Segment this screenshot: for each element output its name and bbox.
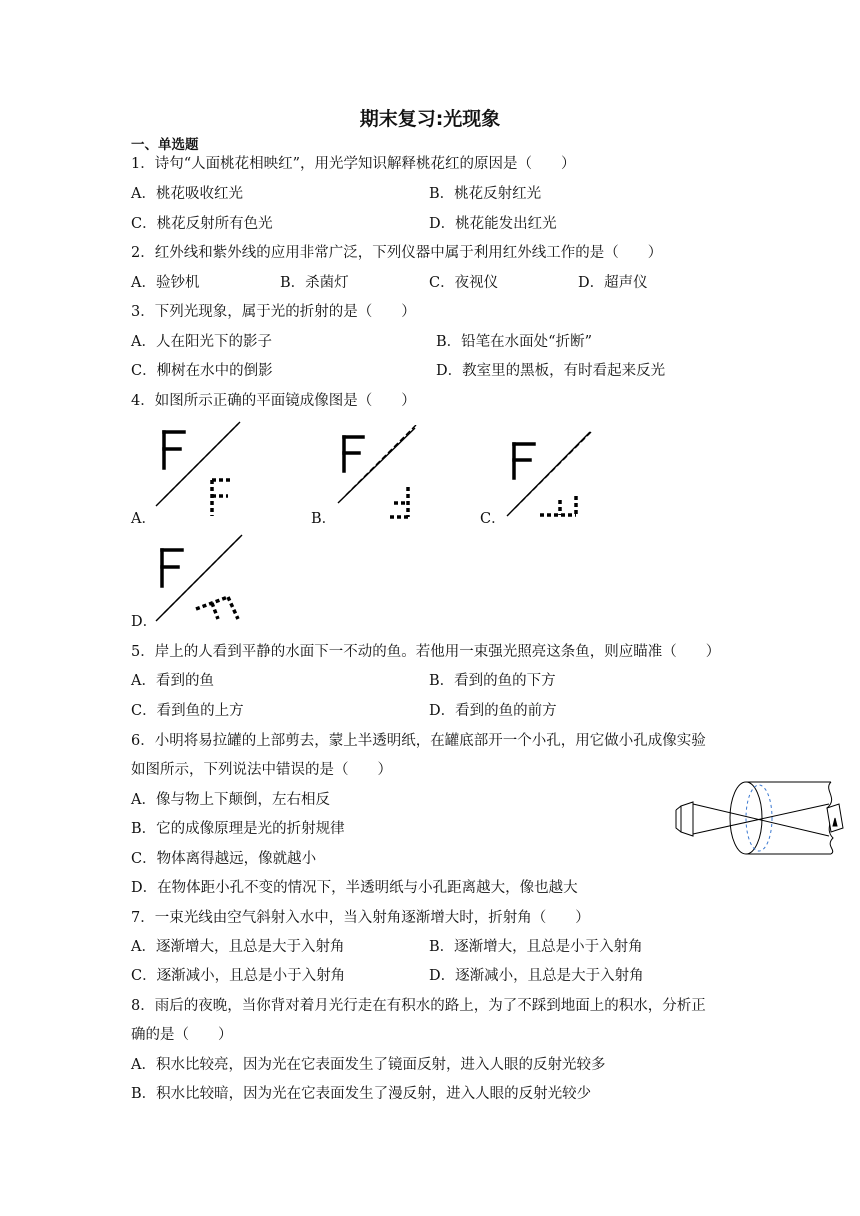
q3-option-c: C．柳树在水中的倒影 xyxy=(131,363,273,379)
question-1-stem: 1．诗句“人面桃花相映红”，用光学知识解释桃花红的原因是（ ） xyxy=(131,156,576,172)
q4-option-c-label: C． xyxy=(480,511,506,527)
q4-figure-c xyxy=(502,428,597,523)
q2-option-c: C．夜视仪 xyxy=(429,275,499,291)
q7-option-a: A．逐渐增大，且总是大于入射角 xyxy=(131,939,345,955)
question-6-stem-line-1: 6．小明将易拉罐的上部剪去，蒙上半透明纸，在罐底部开一个小孔，用它做小孔成像实验 xyxy=(131,733,706,749)
question-7-stem: 7．一束光线由空气斜射入水中，当入射角逐渐增大时，折射角（ ） xyxy=(131,910,590,926)
q4-figure-b xyxy=(335,425,420,525)
q4-figure-d xyxy=(152,533,247,625)
q1-option-d: D．桃花能发出红光 xyxy=(429,216,557,232)
question-4-stem: 4．如图所示正确的平面镜成像图是（ ） xyxy=(131,393,416,409)
q4-figure-a xyxy=(152,418,247,523)
question-3-stem: 3．下列光现象，属于光的折射的是（ ） xyxy=(131,304,416,320)
q7-option-c: C．逐渐减小，且总是小于入射角 xyxy=(131,968,346,984)
q4-option-b-label: B． xyxy=(311,511,337,527)
page-title: 期末复习:光现象 xyxy=(359,108,501,130)
q5-option-b: B．看到的鱼的下方 xyxy=(429,673,556,689)
q7-option-d: D．逐渐减小，且总是大于入射角 xyxy=(429,968,644,984)
q5-option-c: C．看到鱼的上方 xyxy=(131,703,244,719)
q2-option-a: A．验钞机 xyxy=(131,275,200,291)
q6-option-d: D．在物体距小孔不变的情况下，半透明纸与小孔距离越大，像也越大 xyxy=(131,880,578,896)
q7-option-b: B．逐渐增大，且总是小于入射角 xyxy=(429,939,643,955)
q3-option-a: A．人在阳光下的影子 xyxy=(131,334,272,350)
q5-option-d: D．看到的鱼的前方 xyxy=(429,703,557,719)
q3-option-b: B．铅笔在水面处“折断” xyxy=(436,334,592,350)
question-8-stem-line-1: 8．雨后的夜晚，当你背对着月光行走在有积水的路上，为了不踩到地面上的积水，分析正 xyxy=(131,998,706,1014)
question-8-stem-line-2: 确的是（ ） xyxy=(131,1027,233,1043)
q1-option-c: C．桃花反射所有色光 xyxy=(131,216,273,232)
q5-option-a: A．看到的鱼 xyxy=(131,673,214,689)
q1-option-b: B．桃花反射红光 xyxy=(429,186,542,202)
q8-option-a: A．积水比较亮，因为光在它表面发生了镜面反射，进入人眼的反射光较多 xyxy=(131,1057,606,1073)
q4-option-a-label: A． xyxy=(131,511,156,527)
section-heading: 一、单选题 xyxy=(131,137,199,153)
q2-option-d: D．超声仪 xyxy=(578,275,648,291)
q6-option-c: C．物体离得越远，像就越小 xyxy=(131,851,317,867)
q3-option-d: D．教室里的黑板，有时看起来反光 xyxy=(436,363,666,379)
q4-option-d-label: D． xyxy=(131,614,158,630)
question-2-stem: 2．红外线和紫外线的应用非常广泛，下列仪器中属于利用红外线工作的是（ ） xyxy=(131,245,663,261)
q8-option-b: B．积水比较暗，因为光在它表面发生了漫反射，进入人眼的反射光较少 xyxy=(131,1086,592,1102)
q1-option-a: A．桃花吸收红光 xyxy=(131,186,243,202)
q2-option-b: B．杀菌灯 xyxy=(280,275,349,291)
q6-option-a: A．像与物上下颠倒，左右相反 xyxy=(131,792,330,808)
pinhole-camera-figure xyxy=(673,776,857,860)
question-5-stem: 5．岸上的人看到平静的水面下一不动的鱼。若他用一束强光照亮这条鱼，则应瞄准（ ） xyxy=(131,644,721,660)
q6-option-b: B．它的成像原理是光的折射规律 xyxy=(131,821,345,837)
question-6-stem-line-2: 如图所示，下列说法中错误的是（ ） xyxy=(131,762,392,778)
